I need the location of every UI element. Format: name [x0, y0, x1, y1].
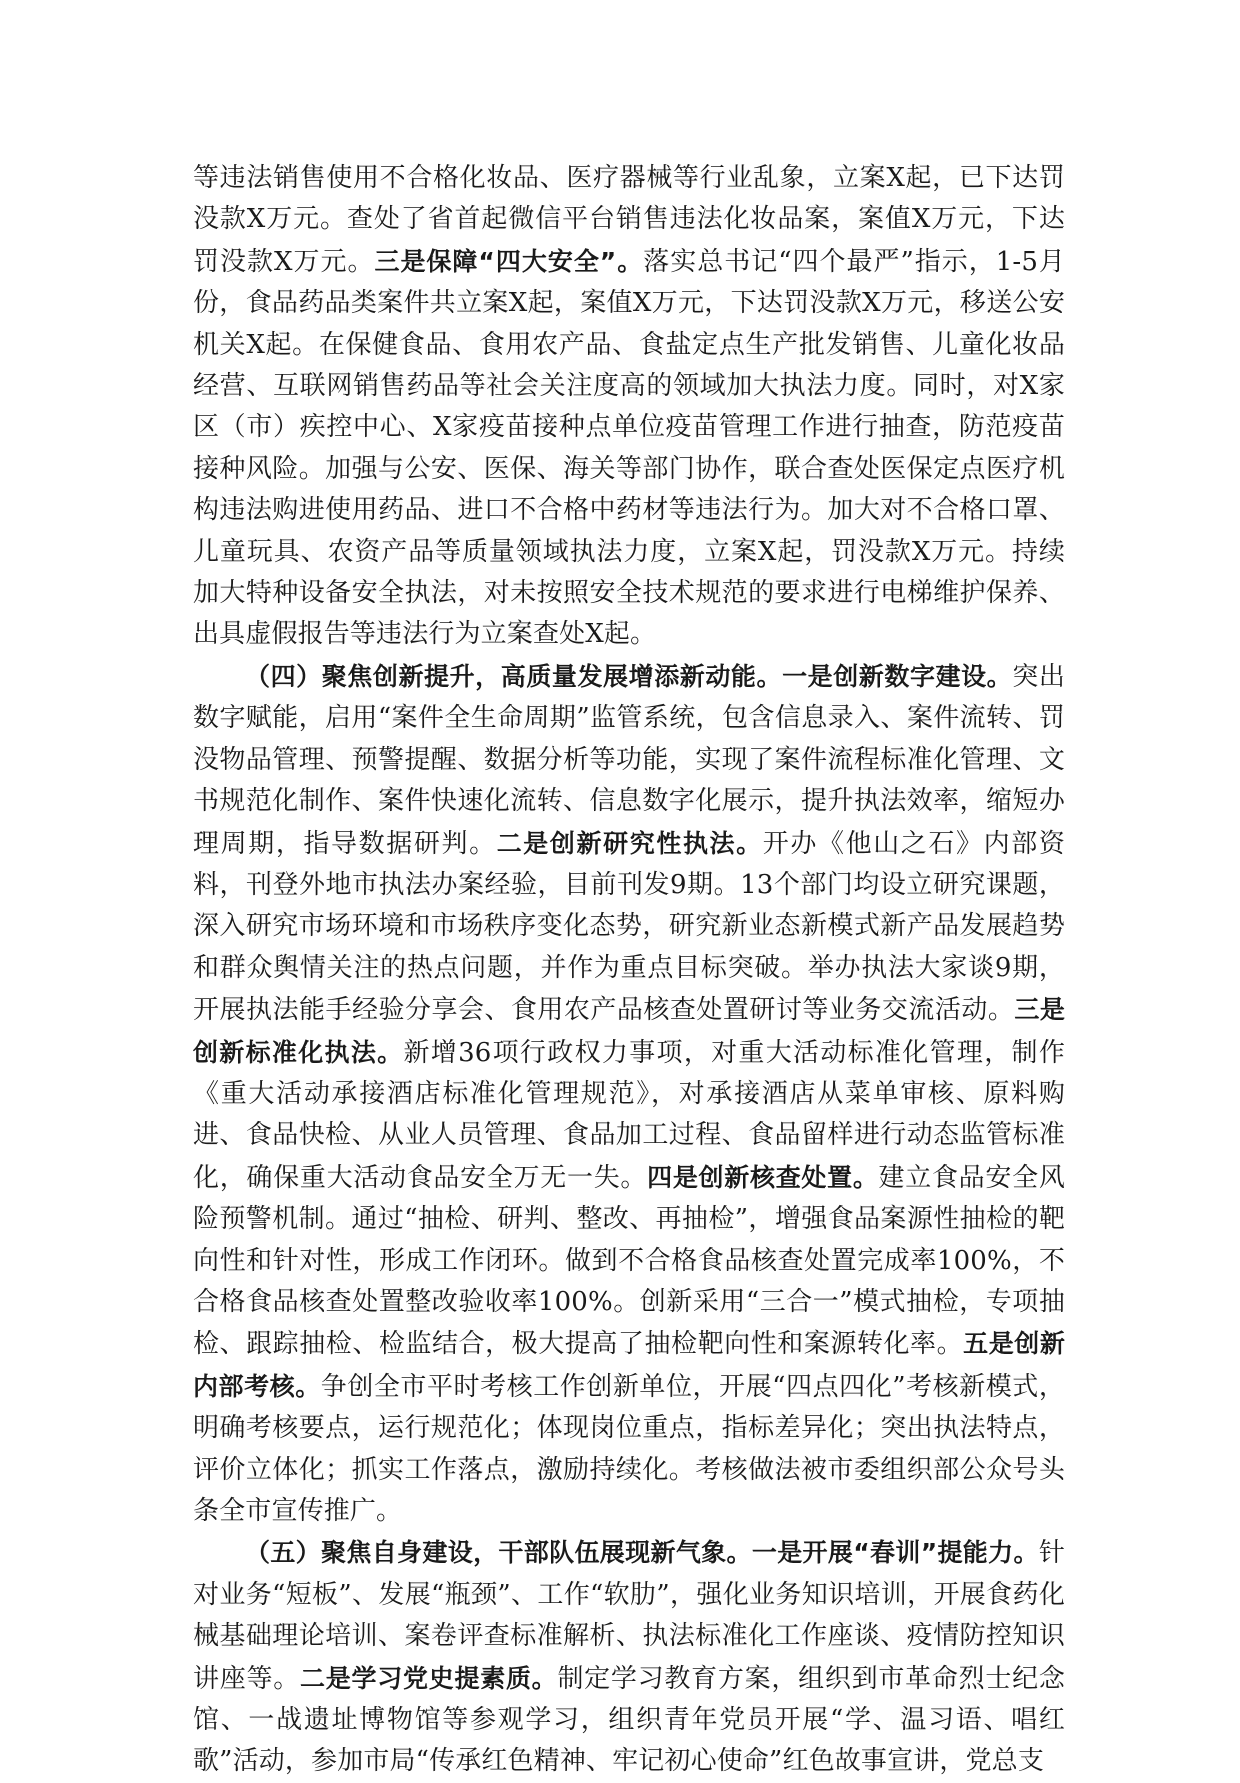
text-segment: 针对业务“短板”、发展“瓶颈”、工作“软肋”，强化业务知识培训，开展食药化械基础理论培训、案卷评查标准解析、执法标准化工作座谈、疫情防控知识讲座等。 [193, 1538, 1065, 1694]
text-segment: 建立食品安全风险预警机制。通过“抽检、研判、整改、再抽检”，增强食品案源性抽检的靶向性和针对性，形成工作闭环。做到不合格食品核查处置完成率100%，不合格食品核查处置整改验收率100%。创新采用“三合一”模式抽检，专项抽检、跟踪抽检、检监结合，极大提高了抽检靶向性和案源转化率。 [193, 1162, 1065, 1360]
bold-heading-segment: 二是学习党史提素质。 [299, 1663, 558, 1693]
bold-heading-segment: （四）聚焦创新提升，高质量发展增添新动能。一是创新数字建设。 [245, 661, 1013, 691]
text-segment: 等违法销售使用不合格化妆品、医疗器械等行业乱象，立案X起，已下达罚没款X万元。查处了省首起微信平台销售违法化妆品案，案值X万元，下达罚没款X万元。 [193, 163, 1065, 277]
text-segment: 突出数字赋能，启用“案件全生命周期”监管系统，包含信息录入、案件流转、罚没物品管理、预警提醒、数据分析等功能，实现了案件流程标准化管理、文书规范化制作、案件快速化流转、信息数字化展示，提升执法效率，缩短办理周期，指导数据研判。 [193, 661, 1065, 859]
text-segment: 开办《他山之石》内部资料，刊登外地市执法办案经验，目前刊发9期。13个部门均设立研究课题，深入研究市场环境和市场秩序变化态势，研究新业态新模式新产品发展趋势和群众舆情关注的热点问题，并作为重点目标突破。举办执法大家谈9期，开展执法能手经验分享会、食用农产品核查处置研讨等业务交流活动。 [193, 828, 1065, 1026]
text-segment: 制定学习教育方案，组织到市革命烈士纪念馆、一战遗址博物馆等参观学习，组织青年党员开展“学、温习语、唱红歌”活动，参加市局“传承红色精神、牢记初心使命”红色故事宣讲，党总支 [193, 1663, 1065, 1777]
bold-heading-segment: 二是创新研究性执法。 [496, 828, 763, 858]
paragraph-section-5 [193, 1532, 1065, 1782]
bold-heading-segment: 五是创新内部考核。 [193, 1329, 1065, 1401]
paragraph-1 [193, 158, 1065, 656]
document-page [193, 158, 1065, 1783]
bold-heading-segment: 四是创新核查处置。 [647, 1162, 879, 1192]
bold-heading-segment: （五）聚焦自身建设，干部队伍展现新气象。一是开展“春训”提能力。 [245, 1538, 1039, 1568]
text-segment: 新增36项行政权力事项，对重大活动标准化管理，制作《重大活动承接酒店标准化管理规范》，对承接酒店从菜单审核、原料购进、食品快检、从业人员管理、食品加工过程、食品留样进行动态监管标准化，确保重大活动食品安全万无一失。 [193, 1037, 1065, 1193]
bold-heading-segment: 三是保障“四大安全”。 [374, 246, 644, 276]
paragraph-section-4 [193, 656, 1065, 1533]
bold-heading-segment: 三是创新标准化执法。 [193, 995, 1065, 1067]
text-segment: 落实总书记“四个最严”指示，1-5月份，食品药品类案件共立案X起，案值X万元，下达罚没款X万元，移送公安机关X起。在保健食品、食用农产品、食盐定点生产批发销售、儿童化妆品经营、互联网销售药品等社会关注度高的领域加大执法力度。同时，对X家区（市）疾控中心、X家疫苗接种点单位疫苗管理工作进行抽查，防范疫苗接种风险。加强与公安、医保、海关等部门协作，联合查处医保定点医疗机构违法购进使用药品、进口不合格中药材等违法行为。加大对不合格口罩、儿童玩具、农资产品等质量领域执法力度，立案X起，罚没款X万元。持续加大特种设备安全执法，对未按照安全技术规范的要求进行电梯维护保养、出具虚假报告等违法行为立案查处X起。 [193, 246, 1066, 650]
text-segment: 争创全市平时考核工作创新单位，开展“四点四化”考核新模式，明确考核要点，运行规范化；体现岗位重点，指标差异化；突出执法特点，评价立体化；抓实工作落点，激励持续化。考核做法被市委组织部公众号头条全市宣传推广。 [193, 1371, 1065, 1526]
